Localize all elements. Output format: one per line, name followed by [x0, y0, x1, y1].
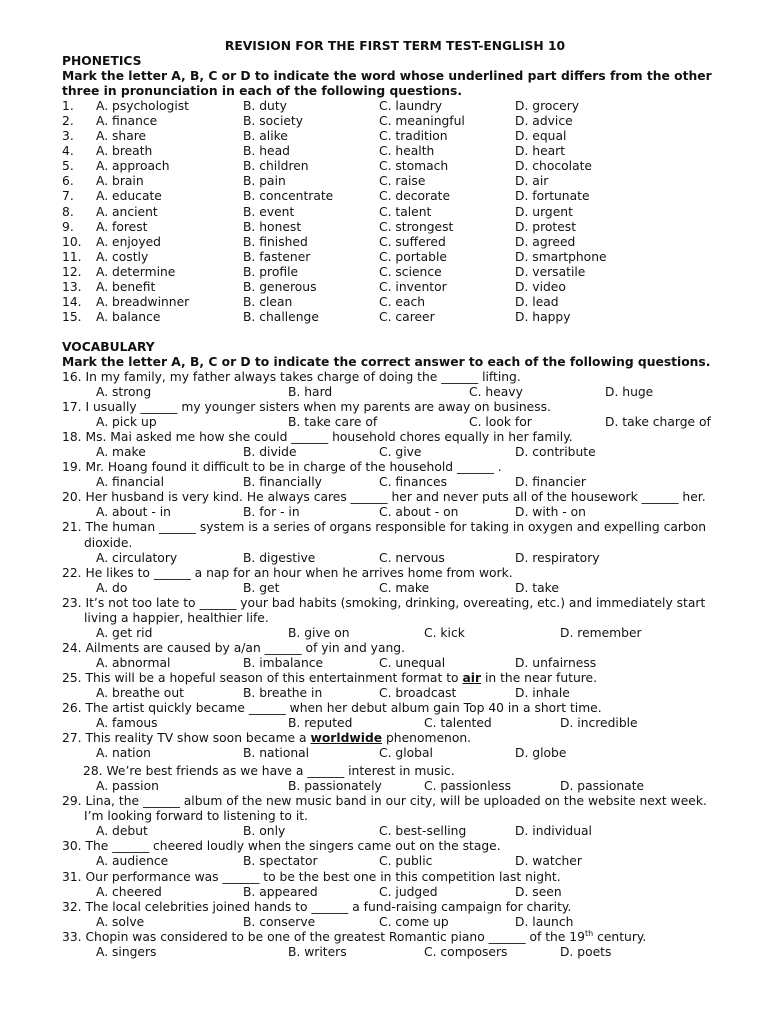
option-d: D. grocery [515, 99, 580, 114]
option-c: C. inventor [379, 279, 447, 294]
question-20: 20. Her husband is very kind. He always cares ______ her and never puts all of the housework ______ her. [62, 490, 706, 505]
option-d: D. watcher [515, 854, 582, 869]
vocabulary-heading: VOCABULARY [62, 339, 155, 354]
question-25: 25. This will be a hopeful season of this entertainment format to air in the near future. [62, 670, 598, 685]
options-18 [62, 445, 728, 460]
option-c: C. judged [379, 884, 438, 899]
option-b: B. concentrate [243, 189, 334, 204]
option-d: D. chocolate [515, 159, 592, 174]
option-c: C. finances [379, 475, 448, 490]
highlighted-word: worldwide [310, 731, 383, 746]
option-d: D. lead [515, 294, 559, 309]
question-32: 32. The local celebrities joined hands to ______ a fund-raising campaign for charity. [62, 899, 572, 914]
options-20 [62, 505, 728, 520]
question-number: 1. [62, 99, 74, 114]
option-d: D. poets [560, 944, 612, 959]
option-d: D. inhale [515, 685, 570, 700]
option-b: B. financially [243, 475, 322, 490]
option-c: C. suffered [379, 234, 446, 249]
question-23: 23. It’s not too late to ______ your bad habits (smoking, drinking, overeating, etc.) and immediately start living a happier, healthier life. [62, 595, 706, 625]
options-32 [62, 915, 728, 930]
option-d: D. heart [515, 144, 566, 159]
question-number: 3. [62, 129, 74, 144]
option-c: C. passionless [424, 779, 512, 794]
option-d: D. unfairness [515, 655, 597, 670]
option-b: B. writers [288, 944, 347, 959]
phonetics-row [62, 129, 728, 144]
option-b: B. reputed [288, 716, 353, 731]
option-d: D. protest [515, 219, 577, 234]
option-c: C. career [379, 309, 435, 324]
option-d: D. advice [515, 114, 573, 129]
option-b: B. challenge [243, 309, 319, 324]
option-c: C. tradition [379, 129, 448, 144]
option-d: D. individual [515, 824, 592, 839]
option-a: A. finance [96, 114, 158, 129]
option-c: C. talent [379, 204, 432, 219]
option-c: C. heavy [469, 385, 523, 400]
option-a: A. do [96, 580, 128, 595]
question-27: 27. This reality TV show soon became a worldwide phenomenon. [62, 731, 472, 746]
option-d: D. fortunate [515, 189, 590, 204]
option-c: C. raise [379, 174, 426, 189]
option-a: A. about - in [96, 505, 171, 520]
option-b: B. fastener [243, 249, 311, 264]
phonetics-row [62, 99, 728, 114]
option-d: D. launch [515, 914, 574, 929]
phonetics-row [62, 205, 728, 220]
option-c: C. about - on [379, 505, 459, 520]
phonetics-row [62, 189, 728, 204]
option-c: C. nervous [379, 550, 445, 565]
question-16: 16. In my family, my father always takes charge of doing the ______ lifting. [62, 369, 521, 384]
option-c: C. portable [379, 249, 447, 264]
options-28 [62, 779, 728, 794]
option-d: D. smartphone [515, 249, 607, 264]
phonetics-row [62, 220, 728, 235]
phonetics-heading: PHONETICS [62, 54, 142, 69]
options-29 [62, 824, 728, 839]
option-c: C. broadcast [379, 685, 457, 700]
option-b: B. clean [243, 294, 293, 309]
question-29: 29. Lina, the ______ album of the new music band in our city, will be uploaded on the website next week. I’m looking forward to listening to it. [62, 794, 707, 824]
option-d: D. take [515, 580, 559, 595]
options-16 [62, 385, 728, 400]
option-a: A. get rid [96, 625, 153, 640]
option-a: A. breadwinner [96, 294, 190, 309]
option-c: C. kick [424, 625, 465, 640]
option-b: B. only [243, 824, 286, 839]
option-b: B. head [243, 144, 290, 159]
question-17: 17. I usually ______ my younger sisters when my parents are away on business. [62, 400, 551, 415]
question-number: 12. [62, 264, 82, 279]
question-21: 21. The human ______ system is a series of organs responsible for taking in oxygen and expelling carbon dioxide. [62, 520, 707, 550]
question-number: 4. [62, 144, 74, 159]
question-18: 18. Ms. Mai asked me how she could ______ household chores equally in her family. [62, 430, 573, 445]
option-a: A. educate [96, 189, 162, 204]
option-b: B. alike [243, 129, 288, 144]
options-19 [62, 475, 728, 490]
option-b: B. breathe in [243, 685, 323, 700]
option-d: D. financier [515, 475, 586, 490]
option-c: C. stomach [379, 159, 449, 174]
option-b: B. take care of [288, 415, 378, 430]
phonetics-row [62, 265, 728, 280]
option-a: A. cheered [96, 884, 162, 899]
option-b: B. for - in [243, 505, 300, 520]
option-b: B. passionately [288, 779, 382, 794]
option-c: C. look for [469, 415, 532, 430]
option-a: A. psychologist [96, 99, 189, 114]
options-23 [62, 626, 728, 641]
option-d: D. contribute [515, 445, 596, 460]
phonetics-row [62, 174, 728, 189]
options-30 [62, 854, 728, 869]
option-c: C. give [379, 445, 422, 460]
option-b: B. profile [243, 264, 299, 279]
question-33: 33. Chopin was considered to be one of the greatest Romantic piano ______ of the 19th century. [62, 928, 647, 944]
option-a: A. brain [96, 174, 144, 189]
option-b: B. honest [243, 219, 302, 234]
phonetics-list [62, 99, 728, 325]
option-d: D. huge [605, 385, 654, 400]
option-d: D. happy [515, 309, 571, 324]
option-a: A. benefit [96, 279, 156, 294]
option-a: A. famous [96, 716, 158, 731]
options-25 [62, 686, 728, 701]
options-31 [62, 885, 728, 900]
option-c: C. decorate [379, 189, 451, 204]
option-a: A. breath [96, 144, 153, 159]
option-b: B. children [243, 159, 309, 174]
options-27 [62, 746, 728, 761]
option-d: D. respiratory [515, 550, 600, 565]
option-b: B. pain [243, 174, 286, 189]
option-b: B. get [243, 580, 280, 595]
option-a: A. share [96, 129, 147, 144]
phonetics-instruction: Mark the letter A, B, C or D to indicate the word whose underlined part differs from the other three in pronunciation in each of the following questions. [62, 69, 712, 99]
option-a: A. debut [96, 824, 148, 839]
option-d: D. video [515, 279, 566, 294]
question-number: 14. [62, 294, 82, 309]
phonetics-row [62, 280, 728, 295]
option-a: A. determine [96, 264, 176, 279]
option-d: D. incredible [560, 716, 638, 731]
option-c: C. unequal [379, 655, 446, 670]
phonetics-row [62, 114, 728, 129]
options-17 [62, 415, 728, 430]
options-26 [62, 716, 728, 731]
phonetics-row [62, 310, 728, 325]
phonetics-row [62, 159, 728, 174]
option-b: B. appeared [243, 884, 318, 899]
option-a: A. enjoyed [96, 234, 161, 249]
question-number: 5. [62, 159, 74, 174]
option-a: A. audience [96, 854, 169, 869]
option-d: D. versatile [515, 264, 586, 279]
option-a: A. approach [96, 159, 170, 174]
phonetics-row [62, 235, 728, 250]
question-number: 10. [62, 234, 82, 249]
option-a: A. passion [96, 779, 159, 794]
question-number: 7. [62, 189, 74, 204]
option-d: D. remember [560, 625, 642, 640]
option-c: C. laundry [379, 99, 443, 114]
option-b: B. finished [243, 234, 308, 249]
question-31: 31. Our performance was ______ to be the best one in this competition last night. [62, 869, 561, 884]
option-c: C. global [379, 746, 433, 761]
option-c: C. each [379, 294, 426, 309]
option-a: A. nation [96, 746, 151, 761]
options-33 [62, 945, 728, 960]
option-c: C. meaningful [379, 114, 465, 129]
question-22: 22. He likes to ______ a nap for an hour when he arrives home from work. [62, 565, 513, 580]
option-b: B. event [243, 204, 295, 219]
question-28: 28. We’re best friends as we have a ______ interest in music. [83, 764, 455, 779]
option-a: A. financial [96, 475, 165, 490]
option-b: B. divide [243, 445, 297, 460]
highlighted-word: air [462, 670, 482, 685]
vocabulary-instruction: Mark the letter A, B, C or D to indicate the correct answer to each of the following questions. [62, 354, 711, 369]
option-b: B. generous [243, 279, 317, 294]
option-b: B. duty [243, 99, 287, 114]
option-a: A. breathe out [96, 685, 184, 700]
option-b: B. give on [288, 625, 350, 640]
option-a: A. abnormal [96, 655, 171, 670]
question-number: 15. [62, 309, 82, 324]
option-a: A. circulatory [96, 550, 178, 565]
option-c: C. health [379, 144, 435, 159]
option-a: A. costly [96, 249, 149, 264]
option-d: D. urgent [515, 204, 573, 219]
question-24: 24. Ailments are caused by a/an ______ of yin and yang. [62, 640, 405, 655]
option-a: A. strong [96, 385, 152, 400]
question-number: 9. [62, 219, 74, 234]
option-a: A. ancient [96, 204, 158, 219]
options-21 [62, 551, 728, 566]
option-a: A. singers [96, 944, 157, 959]
question-number: 2. [62, 114, 74, 129]
option-a: A. balance [96, 309, 161, 324]
option-b: B. digestive [243, 550, 316, 565]
phonetics-row [62, 295, 728, 310]
option-a: A. pick up [96, 415, 157, 430]
option-b: B. hard [288, 385, 333, 400]
options-22 [62, 581, 728, 596]
phonetics-row [62, 250, 728, 265]
question-30: 30. The ______ cheered loudly when the singers came out on the stage. [62, 839, 501, 854]
option-b: B. imbalance [243, 655, 324, 670]
option-d: D. passionate [560, 779, 645, 794]
option-d: D. equal [515, 129, 567, 144]
option-c: C. talented [424, 716, 492, 731]
question-19: 19. Mr. Hoang found it difficult to be in charge of the household ______ . [62, 460, 502, 475]
option-a: A. forest [96, 219, 148, 234]
option-c: C. come up [379, 914, 449, 929]
option-c: C. public [379, 854, 433, 869]
options-24 [62, 656, 728, 671]
option-c: C. make [379, 580, 430, 595]
option-d: D. agreed [515, 234, 576, 249]
option-c: C. best-selling [379, 824, 467, 839]
question-number: 13. [62, 279, 82, 294]
question-26: 26. The artist quickly became ______ when her debut album gain Top 40 in a short time. [62, 701, 602, 716]
option-d: D. with - on [515, 505, 586, 520]
question-number: 11. [62, 249, 82, 264]
option-d: D. globe [515, 746, 567, 761]
option-b: B. conserve [243, 914, 316, 929]
question-number: 6. [62, 174, 74, 189]
question-number: 8. [62, 204, 74, 219]
option-b: B. national [243, 746, 310, 761]
option-c: C. strongest [379, 219, 454, 234]
option-a: A. solve [96, 914, 145, 929]
option-b: B. society [243, 114, 304, 129]
phonetics-row [62, 144, 728, 159]
option-a: A. make [96, 445, 146, 460]
page-title: REVISION FOR THE FIRST TERM TEST-ENGLISH 10 [224, 39, 566, 53]
option-d: D. air [515, 174, 549, 189]
option-c: C. science [379, 264, 442, 279]
option-b: B. spectator [243, 854, 318, 869]
option-d: D. take charge of [605, 415, 711, 430]
option-c: C. composers [424, 944, 508, 959]
option-d: D. seen [515, 884, 562, 899]
